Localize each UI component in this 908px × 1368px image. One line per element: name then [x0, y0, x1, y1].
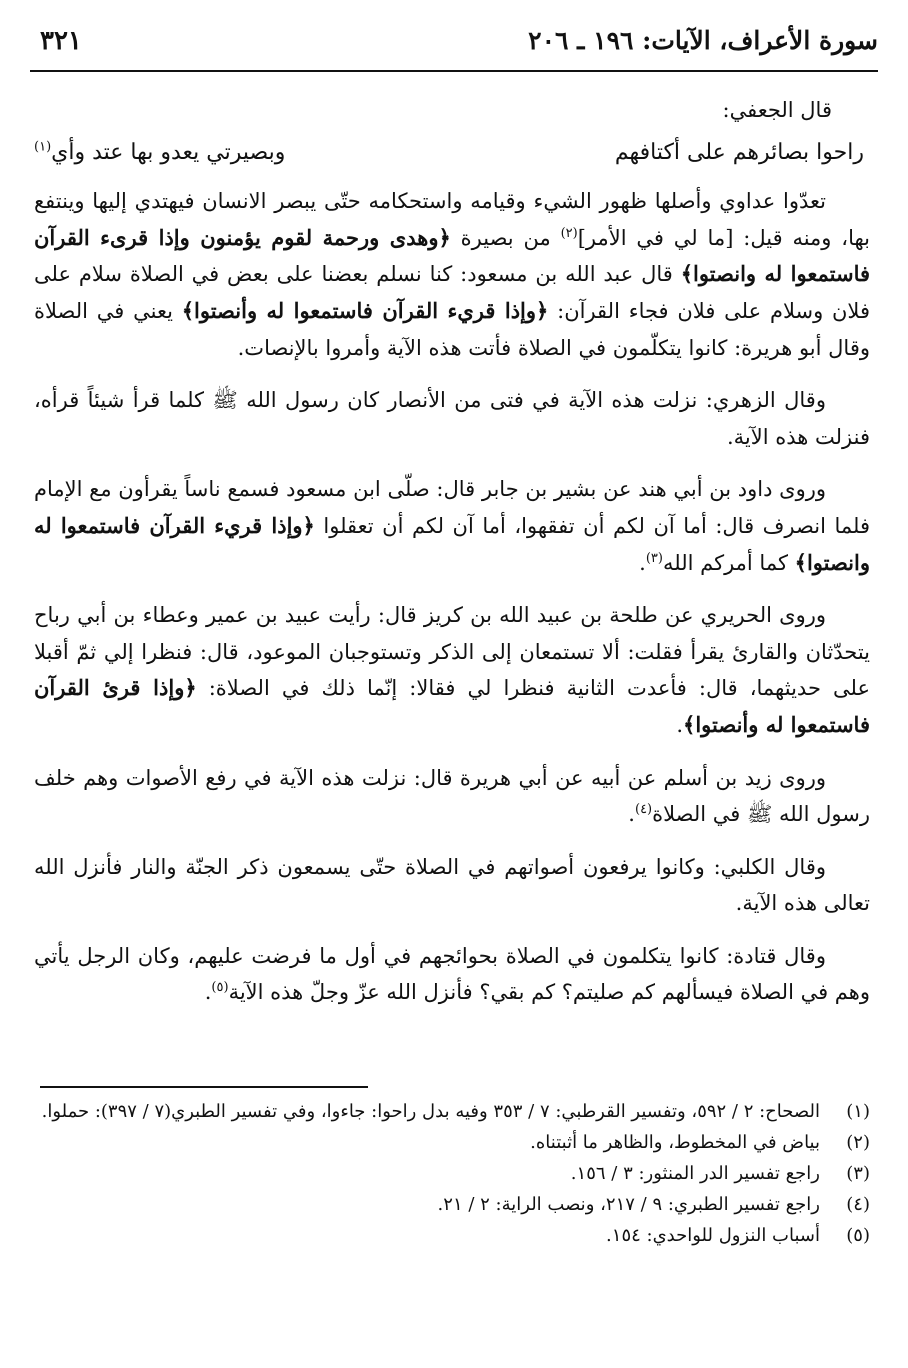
paragraph-text: من بصيرة	[450, 225, 561, 250]
paragraph-text: قال عبد الله بن مسعود: كنا نسلم بعضنا على بعض في الصلاة سلام على فلان وسلام على فلان فجاء القرآن:	[34, 262, 870, 323]
paragraph-text: وروى داود بن أبي هند عن بشير بن جابر قال: صلّى ابن مسعود فسمع ناساً يقرأون مع الإمام فلما انصرف قال: أما آن لكم أن تفقهوا، أما آن لكم أن تعقلوا	[34, 477, 870, 538]
footnote-text: أسباب النزول للواحدي: ١٥٤.	[606, 1225, 820, 1246]
paragraph-text: .	[204, 980, 212, 1005]
page-number: ٣٢١	[40, 26, 82, 56]
poet-intro: قال الجعفي:	[722, 98, 832, 122]
footnote-item	[34, 1158, 870, 1189]
footnote-separator	[40, 1086, 368, 1088]
footnote-item	[34, 1220, 870, 1251]
quran-quote: ﴿وإذا قرئ القرآن فاستمعوا له وأنصتوا﴾	[34, 675, 870, 737]
paragraph-text: كما أمركم الله	[662, 550, 795, 575]
footnote-ref-1: (١)	[34, 139, 52, 155]
paragraph-dawud	[34, 471, 870, 581]
verse-first-hemistich: راحوا بصائرهم على أكتافهم	[614, 139, 864, 165]
paragraph-hariri	[34, 597, 870, 743]
paragraph-zayd	[34, 760, 870, 833]
quran-quote: ﴿وإذا قريء القرآن فاستمعوا له وانصتوا﴾	[34, 512, 870, 575]
footnote-text: راجع تفسير الطبري: ٩ / ٢١٧، ونصب الراية: ٢ / ٢١.	[437, 1194, 820, 1215]
paragraph-qatada	[34, 938, 870, 1011]
paragraph-text: وروى زيد بن أسلم عن أبيه عن أبي هريرة قال: نزلت هذه الآية في رفع الأصوات وهم خلف رسول الله ﷺ في الصلاة	[34, 765, 870, 827]
paragraph-text: .	[628, 802, 635, 827]
footnote-item	[34, 1096, 870, 1127]
footnote-number: (٢)	[846, 1132, 870, 1153]
paragraph-zuhri: وقال الزهري: نزلت هذه الآية في فتى من الأنصار كان رسول الله ﷺ كلما قرأ شيئاً قرأه، فنزلت هذه الآية.	[34, 388, 870, 449]
footnote-ref-3: (٣)	[645, 550, 663, 566]
footnote-number: (٤)	[846, 1194, 870, 1215]
footnote-text: بياض في المخطوط، والظاهر ما أثبتناه.	[530, 1132, 820, 1153]
paragraph-text: .	[639, 550, 646, 575]
footnote-number: (٣)	[846, 1163, 870, 1184]
running-header-title: سورة الأعراف، الآيات: ١٩٦ ـ ٢٠٦	[528, 26, 878, 55]
paragraph-text: وقال قتادة: كانوا يتكلمون في الصلاة بحوائجهم في أول ما فرضت عليهم، وكان الرجل يأتي وهم في الصلاة فيسألهم كم صليتم؟ كم بقي؟ فأنزل الله عزّ وجلّ هذه الآية	[34, 943, 870, 1005]
paragraph-text: .	[676, 712, 684, 737]
verse-second-hemistich	[34, 135, 285, 172]
paragraph-text: تعدّوا عداوي وأصلها ظهور الشيء وقيامه واستحكامه حتّى يبصر الانسان فيهتدي إليها وينتفع بها، ومنه قيل: [ما لي في الأمر]	[34, 189, 870, 250]
footnote-text: راجع تفسير الدر المنثور: ٣ / ١٥٦.	[570, 1163, 820, 1184]
footnote-ref-4: (٤)	[634, 802, 653, 818]
footnote-number: (٥)	[846, 1225, 870, 1246]
poetry-verse	[34, 135, 864, 172]
footnotes	[34, 1096, 870, 1251]
page-header	[30, 14, 878, 66]
footnote-ref-5: (٥)	[211, 980, 229, 996]
paragraph-text: وروى الحريري عن طلحة بن عبيد الله بن كريز قال: رأيت عبيد بن عمير وعطاء بن أبي رباح يتحدّثان والقارئ يقرأ فقلت: ألا تستمعان إلى الذكر وتستوجبان الموعود، قال: فنظرا إلي ثمّ أقبلا على حديثهما، قال: فأعدت الثانية فنظرا لي فقالا: إنّما ذلك في الصلاة:	[34, 603, 870, 701]
quran-quote: ﴿وهدى ورحمة لقوم يؤمنون وإذا قرىء القرآن فاستمعوا له وانصتوا﴾	[34, 224, 871, 287]
footnote-text: الصحاح: ٢ / ٥٩٢، وتفسير القرطبي: ٧ / ٣٥٣ وفيه بدل راحوا: جاءوا، وفي تفسير الطبري(٧ / ٣٩٧): حملوا.	[41, 1101, 820, 1122]
footnote-ref-2: (٢)	[560, 225, 578, 241]
footnote-item	[34, 1127, 870, 1158]
paragraph-text: يعني في الصلاة وقال أبو هريرة: كانوا يتكلّمون في الصلاة فأتت هذه الآية وأمروا بالإنصات.	[34, 298, 870, 360]
verse-second-hemistich-text: وبصيرتي يعدو بها عتد وأي	[51, 139, 286, 165]
header-rule	[30, 70, 878, 72]
paragraph-basira	[34, 183, 870, 366]
paragraph-kalbi: وقال الكلبي: وكانوا يرفعون أصواتهم في الصلاة حتّى يسمعون ذكر الجنّة والنار فأنزل الله تعالى هذه الآية.	[34, 854, 870, 916]
main-text	[34, 92, 870, 1027]
footnote-number: (١)	[846, 1101, 870, 1122]
footnote-item	[34, 1189, 870, 1220]
quran-quote: ﴿وإذا قريء القرآن فاستمعوا له وأنصتوا﴾	[181, 297, 549, 323]
